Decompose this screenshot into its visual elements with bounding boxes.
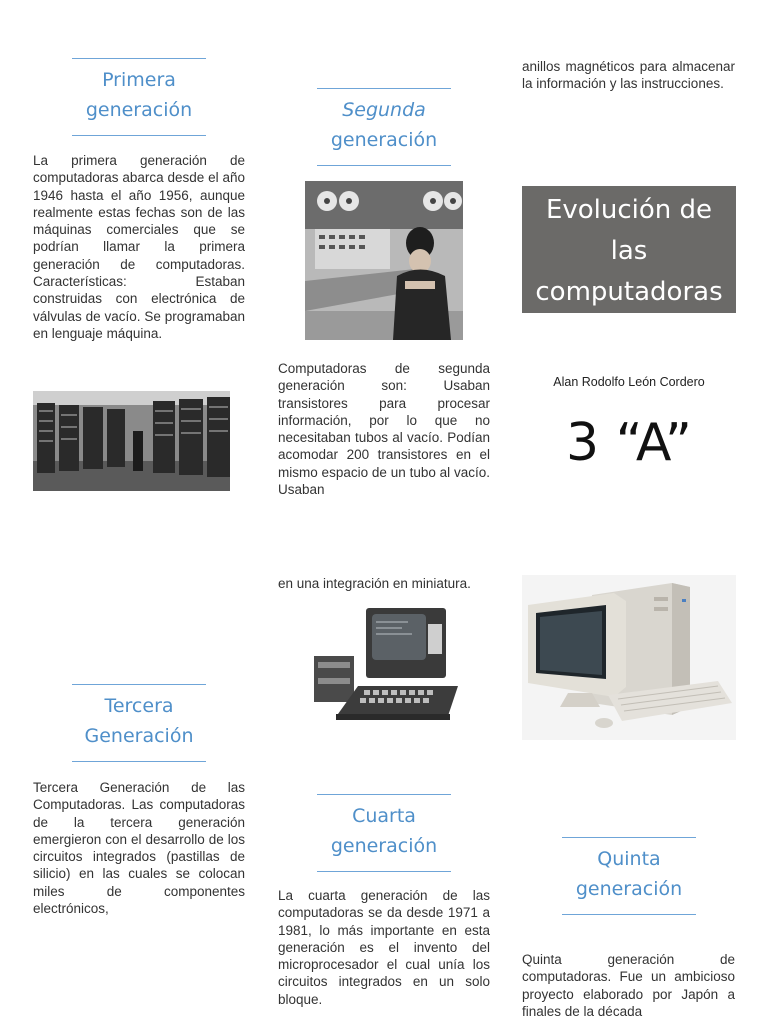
heading-quinta-generacion: [562, 837, 696, 915]
heading-tercera-generacion: [72, 684, 206, 762]
heading-line: Tercera: [104, 695, 174, 717]
heading-line: generación: [330, 129, 438, 151]
heading-line: Quinta: [597, 848, 661, 870]
continuation-text-1: anillos magnéticos para almacenar la información y las instrucciones.: [522, 59, 735, 92]
quinta-body-text: Quinta generación de computadoras. Fue un ambicioso proyecto elaborado por Japón a finales de la década: [522, 952, 735, 1019]
second-generation-computer-photo: [305, 181, 463, 340]
heading-line: Generación: [84, 725, 194, 747]
cover-title-box: [522, 186, 736, 313]
segunda-body-text: Computadoras de segunda generación son: Usaban transistores para procesar información, por lo que no necesitaban tubos al vacío. Podían acomodar 200 transistores en el mismo espacio de un tubo al vacío. Usaban: [278, 361, 490, 498]
tercera-body-text: Tercera Generación de las Computadoras. Las computadoras de la tercera generación emergieron con el desarrollo de los circuitos integrados (pastillas de silicio) en las cuales se colocan miles de componentes electrónicos,: [33, 780, 245, 917]
heading-line: Primera: [102, 69, 176, 91]
cover-title-line: las: [610, 236, 648, 266]
heading-line: Cuarta: [352, 805, 416, 827]
eniac-photo: [33, 391, 230, 491]
cuarta-body-text: La cuarta generación de las computadoras se da desde 1971 a 1981, lo más importante en esta generación es el invento del microprocesador el cual unía los circuitos integrados en un solo bloque.: [278, 888, 490, 1007]
cover-title-line: Evolución de: [545, 195, 713, 225]
grade-label: 3 “A”: [566, 413, 692, 473]
primera-body-text: La primera generación de computadoras abarca desde el año 1946 hasta el año 1956, aunque realmente estas fechas son de las máquinas comerciales que se podrían llamar la primera generación de computadoras. Características: Estaban construidas con electrónica de válvulas de vacío. Se programaban en lenguaje máquina.: [33, 153, 245, 341]
heading-cuarta-generacion: [317, 794, 451, 872]
heading-primera-generacion: [72, 58, 206, 136]
trs80-computer-photo: [278, 594, 490, 736]
heading-line: Segunda: [342, 99, 426, 121]
continuation-text-2: en una integración en miniatura.: [278, 576, 471, 591]
heading-line: generación: [330, 835, 438, 857]
heading-segunda-generacion: [317, 88, 451, 166]
desktop-computer-photo: [522, 575, 736, 740]
heading-line: generación: [575, 878, 683, 900]
cover-title-line: computadoras: [535, 277, 723, 307]
author-name: Alan Rodolfo León Cordero: [553, 375, 705, 389]
heading-line: generación: [85, 99, 193, 121]
